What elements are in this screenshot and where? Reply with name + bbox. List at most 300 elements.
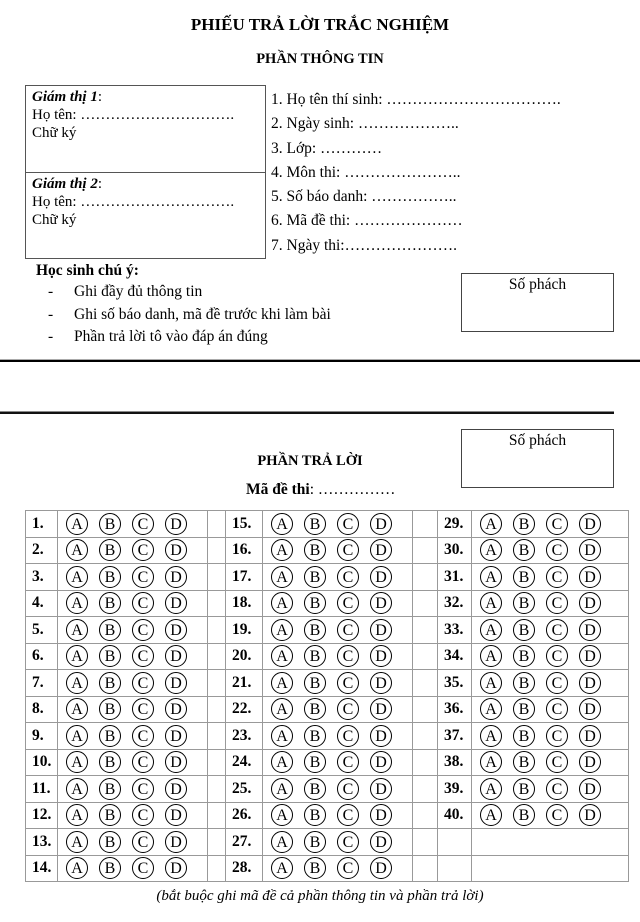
answer-options [58,749,208,776]
answer-bubble-d[interactable]: D [165,539,187,561]
answer-bubble-a[interactable]: A [480,725,502,747]
answer-row [26,776,629,803]
answer-options [263,537,413,564]
answer-bubble-b[interactable]: B [99,778,121,800]
answer-options [472,670,629,697]
proctor-1-cell: Giám thị 1: Họ tên: …………………………. Chữ ký [26,86,265,172]
spacer-cell [413,511,438,538]
note-text: Ghi số báo danh, mã đề trước khi làm bài [74,305,331,323]
answer-bubble-d[interactable]: D [579,725,601,747]
cut-line-divider [0,411,614,414]
answer-bubble-d[interactable]: D [165,751,187,773]
answer-options [58,776,208,803]
answer-bubble-c[interactable]: C [132,672,154,694]
answer-bubble-a[interactable]: A [271,778,293,800]
student-info-list [271,90,561,260]
answer-bubble-c[interactable]: C [337,672,359,694]
question-number: 7. [26,670,58,697]
answer-bubble-b[interactable]: B [99,857,121,879]
proctor-box [25,85,266,259]
answer-options [263,802,413,829]
answer-bubble-c[interactable]: C [546,619,568,641]
answer-bubble-d[interactable]: D [370,804,392,826]
question-number: 19. [226,617,263,644]
answer-bubble-d[interactable]: D [370,672,392,694]
answer-bubble-d[interactable]: D [165,592,187,614]
answer-bubble-a[interactable]: A [271,857,293,879]
question-number: 27. [226,829,263,856]
answer-bubble-a[interactable]: A [271,725,293,747]
exam-code-field[interactable]: 6. Mã đề thi: ………………… [271,212,463,230]
answer-options [472,564,629,591]
spacer-cell [413,723,438,750]
exam-code-label: Mã đề thi [246,481,310,498]
answer-row [26,537,629,564]
answer-bubble-b[interactable]: B [513,645,535,667]
answer-bubble-d[interactable]: D [165,672,187,694]
answer-options [472,617,629,644]
answer-bubble-d[interactable]: D [370,778,392,800]
answer-bubble-c[interactable]: C [546,539,568,561]
answer-bubble-a[interactable]: A [480,751,502,773]
answer-options [58,670,208,697]
answer-bubble-d[interactable]: D [579,645,601,667]
answer-bubble-c[interactable]: C [546,698,568,720]
answer-bubble-c[interactable]: C [546,778,568,800]
spacer-cell [413,829,438,856]
answer-bubble-b[interactable]: B [99,831,121,853]
spacer-cell [208,776,226,803]
answer-bubble-d[interactable]: D [579,566,601,588]
question-number: 38. [438,749,472,776]
spacer-cell [208,696,226,723]
answer-bubble-a[interactable]: A [66,619,88,641]
exam-code-value[interactable]: : …………… [309,481,396,498]
answer-bubble-a[interactable]: A [66,778,88,800]
answer-bubble-c[interactable]: C [132,566,154,588]
answer-bubble-d[interactable]: D [370,751,392,773]
question-number: 25. [226,776,263,803]
answer-bubble-b[interactable]: B [513,513,535,535]
spacer-cell [413,670,438,697]
answer-bubble-c[interactable]: C [132,698,154,720]
cut-line-divider [0,359,640,362]
answer-bubble-a[interactable]: A [480,778,502,800]
question-number: 26. [226,802,263,829]
answer-bubble-a[interactable]: A [66,645,88,667]
question-number: 21. [226,670,263,697]
answer-bubble-b[interactable]: B [99,751,121,773]
answer-bubble-d[interactable]: D [370,725,392,747]
answer-bubble-b[interactable]: B [99,592,121,614]
sophach-label: Số phách [508,276,567,293]
question-number: 11. [26,776,58,803]
student-name-field[interactable]: 1. Họ tên thí sinh: ……………………………. [271,91,561,108]
answer-bubble-a[interactable]: A [480,804,502,826]
answer-bubble-a[interactable]: A [66,566,88,588]
answer-bubble-a[interactable]: A [480,592,502,614]
answer-bubble-b[interactable]: B [304,698,326,720]
answer-bubble-d[interactable]: D [370,619,392,641]
answer-bubble-b[interactable]: B [304,778,326,800]
answer-row [26,670,629,697]
subject-field[interactable]: 4. Môn thi: ………………….. [271,163,461,181]
answer-bubble-b[interactable]: B [513,566,535,588]
answer-bubble-b[interactable]: B [99,513,121,535]
spacer-cell [208,537,226,564]
answer-bubble-d[interactable]: D [165,831,187,853]
answer-bubble-c[interactable]: C [132,592,154,614]
answer-row [26,590,629,617]
question-number: 37. [438,723,472,750]
answer-bubble-a[interactable]: A [66,831,88,853]
answer-options [263,696,413,723]
answer-bubble-d[interactable]: D [579,804,601,826]
answer-bubble-a[interactable]: A [271,619,293,641]
answer-bubble-d[interactable]: D [165,857,187,879]
answer-options [263,776,413,803]
answer-bubble-a[interactable]: A [271,672,293,694]
answer-bubble-c[interactable]: C [546,804,568,826]
question-number: 23. [226,723,263,750]
answer-row [26,643,629,670]
spacer-cell [208,511,226,538]
answer-bubble-d[interactable]: D [165,725,187,747]
question-number: 6. [26,643,58,670]
spacer-cell [208,617,226,644]
answer-bubble-b[interactable]: B [99,539,121,561]
answer-bubble-b[interactable]: B [513,778,535,800]
answer-bubble-c[interactable]: C [132,645,154,667]
answer-bubble-a[interactable]: A [66,592,88,614]
answer-bubble-d[interactable]: D [370,539,392,561]
answer-bubble-d[interactable]: D [579,619,601,641]
answer-bubble-b[interactable]: B [513,672,535,694]
question-number: 33. [438,617,472,644]
spacer-cell [208,802,226,829]
notes-title: Học sinh chú ý: [36,262,139,279]
answer-bubble-d[interactable]: D [579,672,601,694]
note-item [48,282,331,305]
answer-bubble-a[interactable]: A [480,645,502,667]
answer-bubble-a[interactable]: A [480,672,502,694]
answer-bubble-c[interactable]: C [337,725,359,747]
answer-bubble-c[interactable]: C [546,513,568,535]
answer-bubble-b[interactable]: B [304,566,326,588]
empty-cell [472,829,629,856]
answer-options [58,511,208,538]
answer-options [58,696,208,723]
answer-bubble-c[interactable]: C [546,725,568,747]
question-number: 36. [438,696,472,723]
answer-options [472,723,629,750]
answer-row [26,696,629,723]
answer-bubble-c[interactable]: C [337,513,359,535]
answer-options [58,802,208,829]
answer-bubble-b[interactable]: B [99,672,121,694]
answer-bubble-a[interactable]: A [271,539,293,561]
answer-bubble-c[interactable]: C [546,645,568,667]
question-number: 30. [438,537,472,564]
question-number: 17. [226,564,263,591]
answer-options [263,564,413,591]
answer-bubble-c[interactable]: C [337,566,359,588]
spacer-cell [413,802,438,829]
answer-bubble-d[interactable]: D [370,592,392,614]
question-number: 34. [438,643,472,670]
class-field[interactable]: 3. Lớp: ………… [271,139,383,157]
spacer-cell [208,723,226,750]
answer-bubble-d[interactable]: D [165,513,187,535]
answer-bubble-a[interactable]: A [66,513,88,535]
answer-options [263,590,413,617]
answer-grid [25,510,629,882]
answer-bubble-a[interactable]: A [480,539,502,561]
answer-bubble-d[interactable]: D [370,857,392,879]
answer-options [472,511,629,538]
bullet-dash: - [48,283,54,300]
answer-bubble-c[interactable]: C [337,619,359,641]
answer-bubble-b[interactable]: B [304,619,326,641]
proctor-2-name-field[interactable]: Họ tên: …………………………. [32,194,235,210]
answer-bubble-a[interactable]: A [271,831,293,853]
answer-bubble-b[interactable]: B [99,645,121,667]
question-number: 31. [438,564,472,591]
answer-bubble-c[interactable]: C [337,592,359,614]
answer-bubble-d[interactable]: D [165,566,187,588]
spacer-cell [413,696,438,723]
answer-bubble-b[interactable]: B [99,698,121,720]
question-number: 28. [226,855,263,882]
answer-bubble-b[interactable]: B [304,725,326,747]
bullet-dash: - [48,328,54,345]
answer-bubble-b[interactable]: B [99,619,121,641]
answer-bubble-d[interactable]: D [165,645,187,667]
answer-bubble-a[interactable]: A [66,725,88,747]
answer-bubble-d[interactable]: D [370,513,392,535]
footnote: (bắt buộc ghi mã đề cả phần thông tin và phần trả lời) [156,888,484,904]
answer-row [26,617,629,644]
answer-bubble-b[interactable]: B [513,725,535,747]
spacer-cell [208,564,226,591]
answer-bubble-c[interactable]: C [337,778,359,800]
answer-bubble-d[interactable]: D [370,645,392,667]
answer-bubble-a[interactable]: A [480,513,502,535]
answer-bubble-a[interactable]: A [66,804,88,826]
answer-bubble-c[interactable]: C [132,857,154,879]
answer-bubble-b[interactable]: B [513,698,535,720]
answer-bubble-d[interactable]: D [579,698,601,720]
answer-options [263,749,413,776]
answer-row [26,511,629,538]
answer-bubble-b[interactable]: B [513,592,535,614]
answer-bubble-c[interactable]: C [132,619,154,641]
birth-date-field[interactable]: 2. Ngày sinh: ……………….. [271,115,459,133]
note-text: Ghi đầy đủ thông tin [74,283,203,300]
answer-bubble-a[interactable]: A [66,751,88,773]
question-number: 32. [438,590,472,617]
empty-cell [438,855,472,882]
answer-bubble-d[interactable]: D [579,751,601,773]
answer-bubble-d[interactable]: D [165,619,187,641]
answer-bubble-c[interactable]: C [132,539,154,561]
proctor-2-signature-field[interactable]: Chữ ký [32,212,77,228]
answer-bubble-d[interactable]: D [579,778,601,800]
answers-exam-code[interactable] [246,481,395,499]
question-number: 16. [226,537,263,564]
answer-options [263,617,413,644]
answer-options [472,643,629,670]
answer-bubble-b[interactable]: B [304,539,326,561]
answer-bubble-b[interactable]: B [304,857,326,879]
question-number: 35. [438,670,472,697]
sophach-label: Số phách [508,432,567,449]
sheet-title: PHIẾU TRẢ LỜI TRẮC NGHIỆM [190,15,450,34]
question-number: 12. [26,802,58,829]
question-number: 15. [226,511,263,538]
answer-bubble-a[interactable]: A [480,566,502,588]
question-number: 14. [26,855,58,882]
answer-bubble-c[interactable]: C [337,857,359,879]
answer-bubble-d[interactable]: D [165,778,187,800]
note-item [48,327,331,350]
answer-bubble-b[interactable]: B [99,725,121,747]
info-section-title: PHẦN THÔNG TIN [256,51,384,67]
question-number: 5. [26,617,58,644]
answer-bubble-b[interactable]: B [304,513,326,535]
answer-bubble-a[interactable]: A [480,698,502,720]
spacer-cell [413,776,438,803]
answer-bubble-a[interactable]: A [271,751,293,773]
question-number: 18. [226,590,263,617]
answer-bubble-a[interactable]: A [480,619,502,641]
answer-bubble-a[interactable]: A [66,857,88,879]
answer-bubble-d[interactable]: D [579,539,601,561]
answer-options [263,829,413,856]
answer-bubble-a[interactable]: A [271,645,293,667]
question-number: 29. [438,511,472,538]
spacer-cell [413,537,438,564]
answer-bubble-c[interactable]: C [132,831,154,853]
answer-bubble-d[interactable]: D [370,566,392,588]
answer-bubble-a[interactable]: A [66,672,88,694]
answer-row [26,749,629,776]
answer-bubble-c[interactable]: C [132,778,154,800]
answer-bubble-d[interactable]: D [165,698,187,720]
answer-options [472,749,629,776]
answer-bubble-b[interactable]: B [99,804,121,826]
answer-options [263,723,413,750]
answer-bubble-c[interactable]: C [337,804,359,826]
question-number: 20. [226,643,263,670]
answer-bubble-a[interactable]: A [271,804,293,826]
answer-bubble-c[interactable]: C [337,831,359,853]
question-number: 9. [26,723,58,750]
answer-bubble-b[interactable]: B [304,831,326,853]
proctor-2-label: Giám thị 2 [32,176,98,192]
answer-options [263,511,413,538]
answer-bubble-d[interactable]: D [579,513,601,535]
answer-bubble-c[interactable]: C [132,513,154,535]
question-number: 24. [226,749,263,776]
answer-bubble-d[interactable]: D [579,592,601,614]
question-number: 8. [26,696,58,723]
answer-bubble-c[interactable]: C [546,751,568,773]
answer-options [58,855,208,882]
answer-bubble-c[interactable]: C [132,725,154,747]
answer-row [26,855,629,882]
answer-options [58,617,208,644]
answer-bubble-b[interactable]: B [513,804,535,826]
answer-options [263,643,413,670]
candidate-number-field[interactable]: 5. Số báo danh: …………….. [271,188,457,206]
answer-bubble-c[interactable]: C [337,751,359,773]
answer-bubble-c[interactable]: C [546,672,568,694]
answer-options [58,643,208,670]
answer-options [58,537,208,564]
answer-bubble-d[interactable]: D [370,831,392,853]
answer-bubble-b[interactable]: B [304,751,326,773]
answer-bubble-b[interactable]: B [513,619,535,641]
answer-bubble-c[interactable]: C [337,645,359,667]
answer-bubble-c[interactable]: C [337,698,359,720]
answer-options [472,776,629,803]
sophach-box-bottom[interactable] [461,429,614,488]
answer-options [263,855,413,882]
spacer-cell [208,855,226,882]
answer-bubble-c[interactable]: C [132,804,154,826]
answer-bubble-b[interactable]: B [99,566,121,588]
answer-options [263,670,413,697]
proctor-2-cell: Giám thị 2: Họ tên: …………………………. Chữ ký [26,172,265,258]
answer-bubble-b[interactable]: B [304,804,326,826]
answer-bubble-c[interactable]: C [337,539,359,561]
answer-bubble-d[interactable]: D [165,804,187,826]
spacer-cell [208,590,226,617]
answer-bubble-a[interactable]: A [271,566,293,588]
question-number: 3. [26,564,58,591]
answer-bubble-c[interactable]: C [546,566,568,588]
bullet-dash: - [48,305,54,323]
spacer-cell [413,564,438,591]
answer-bubble-a[interactable]: A [271,698,293,720]
exam-date-field[interactable]: 7. Ngày thi:…………………. [271,236,457,254]
answer-bubble-a[interactable]: A [271,592,293,614]
answer-bubble-a[interactable]: A [66,698,88,720]
answer-bubble-d[interactable]: D [370,698,392,720]
answer-bubble-b[interactable]: B [304,645,326,667]
spacer-cell [208,643,226,670]
answer-bubble-b[interactable]: B [513,539,535,561]
proctor-1-name-field[interactable]: Họ tên: …………………………. [32,107,235,123]
answer-bubble-a[interactable]: A [66,539,88,561]
answer-bubble-c[interactable]: C [546,592,568,614]
answer-bubble-a[interactable]: A [271,513,293,535]
answer-bubble-c[interactable]: C [132,751,154,773]
proctor-1-signature-field[interactable]: Chữ ký [32,125,77,141]
answer-bubble-b[interactable]: B [304,672,326,694]
answer-bubble-b[interactable]: B [304,592,326,614]
spacer-cell [208,670,226,697]
answer-options [472,590,629,617]
answer-bubble-b[interactable]: B [513,751,535,773]
answer-options [58,723,208,750]
empty-cell [438,829,472,856]
answer-options [472,802,629,829]
notes-list [48,282,331,350]
note-text: Phần trả lời tô vào đáp án đúng [74,328,268,345]
sophach-box-top[interactable] [461,273,614,332]
